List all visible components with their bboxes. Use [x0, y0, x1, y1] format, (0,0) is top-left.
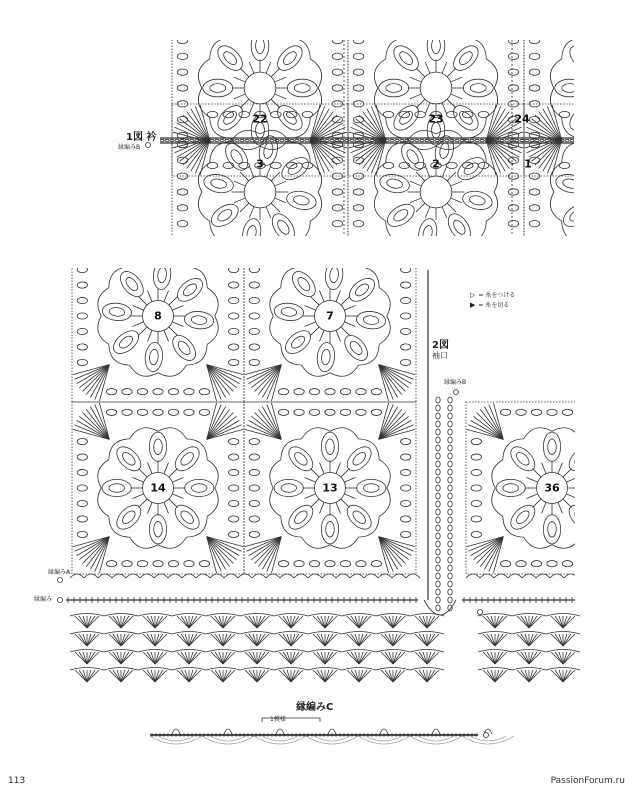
edge-b-label-top: 縁編みB [118, 144, 141, 151]
fig2-sub-label: 袖口 [432, 351, 448, 360]
motif-number-36: 36 [544, 481, 560, 495]
motif-number-1: 1 [524, 157, 532, 171]
edge-a-label: 縁編みA [48, 569, 71, 576]
bottom-fan-rows [66, 597, 580, 682]
edge-c-title: 縁編みC [296, 702, 334, 713]
motif-number-13: 13 [322, 481, 338, 495]
legend-attach-text: = 糸をつける [478, 292, 516, 299]
row-start-marker [58, 578, 63, 583]
motif-number-23: 23 [428, 112, 444, 126]
row-start-marker [146, 143, 151, 148]
fig2-motifs [70, 230, 633, 578]
legend-cut [470, 300, 509, 309]
fig1-motifs [160, 0, 633, 280]
legend-attach [470, 290, 515, 299]
motif-number-24: 24 [514, 112, 530, 126]
attach-yarn-icon: ▷ [470, 290, 476, 299]
motif-number-22: 22 [252, 112, 268, 126]
sleeve-edge-column [424, 270, 456, 615]
edge-c-strip [150, 718, 514, 744]
legend-cut-text: = 糸を切る [478, 302, 510, 309]
edge-b-label-mid: 縁編みB [444, 379, 467, 386]
motif-number-8: 8 [154, 309, 162, 323]
fig1-label: 1図 衿 [126, 132, 157, 143]
motif-number-7: 7 [326, 309, 334, 323]
page-number: 113 [8, 776, 26, 786]
fig2-label: 2図 [432, 340, 449, 351]
row-start-marker [454, 390, 459, 395]
motif-number-14: 14 [150, 481, 166, 495]
row-start-marker [478, 610, 483, 615]
motif-number-2: 2 [432, 157, 440, 171]
row-start-marker [58, 598, 63, 603]
cut-yarn-icon: ▶ [470, 300, 476, 309]
edge-a-label-bottom: 縁編み [34, 596, 53, 603]
motif-number-3: 3 [256, 157, 264, 171]
row-start-marker [484, 733, 489, 738]
watermark: PassionForum.ru [550, 776, 625, 786]
edge-c-repeat-label: 1模様 [270, 716, 286, 723]
